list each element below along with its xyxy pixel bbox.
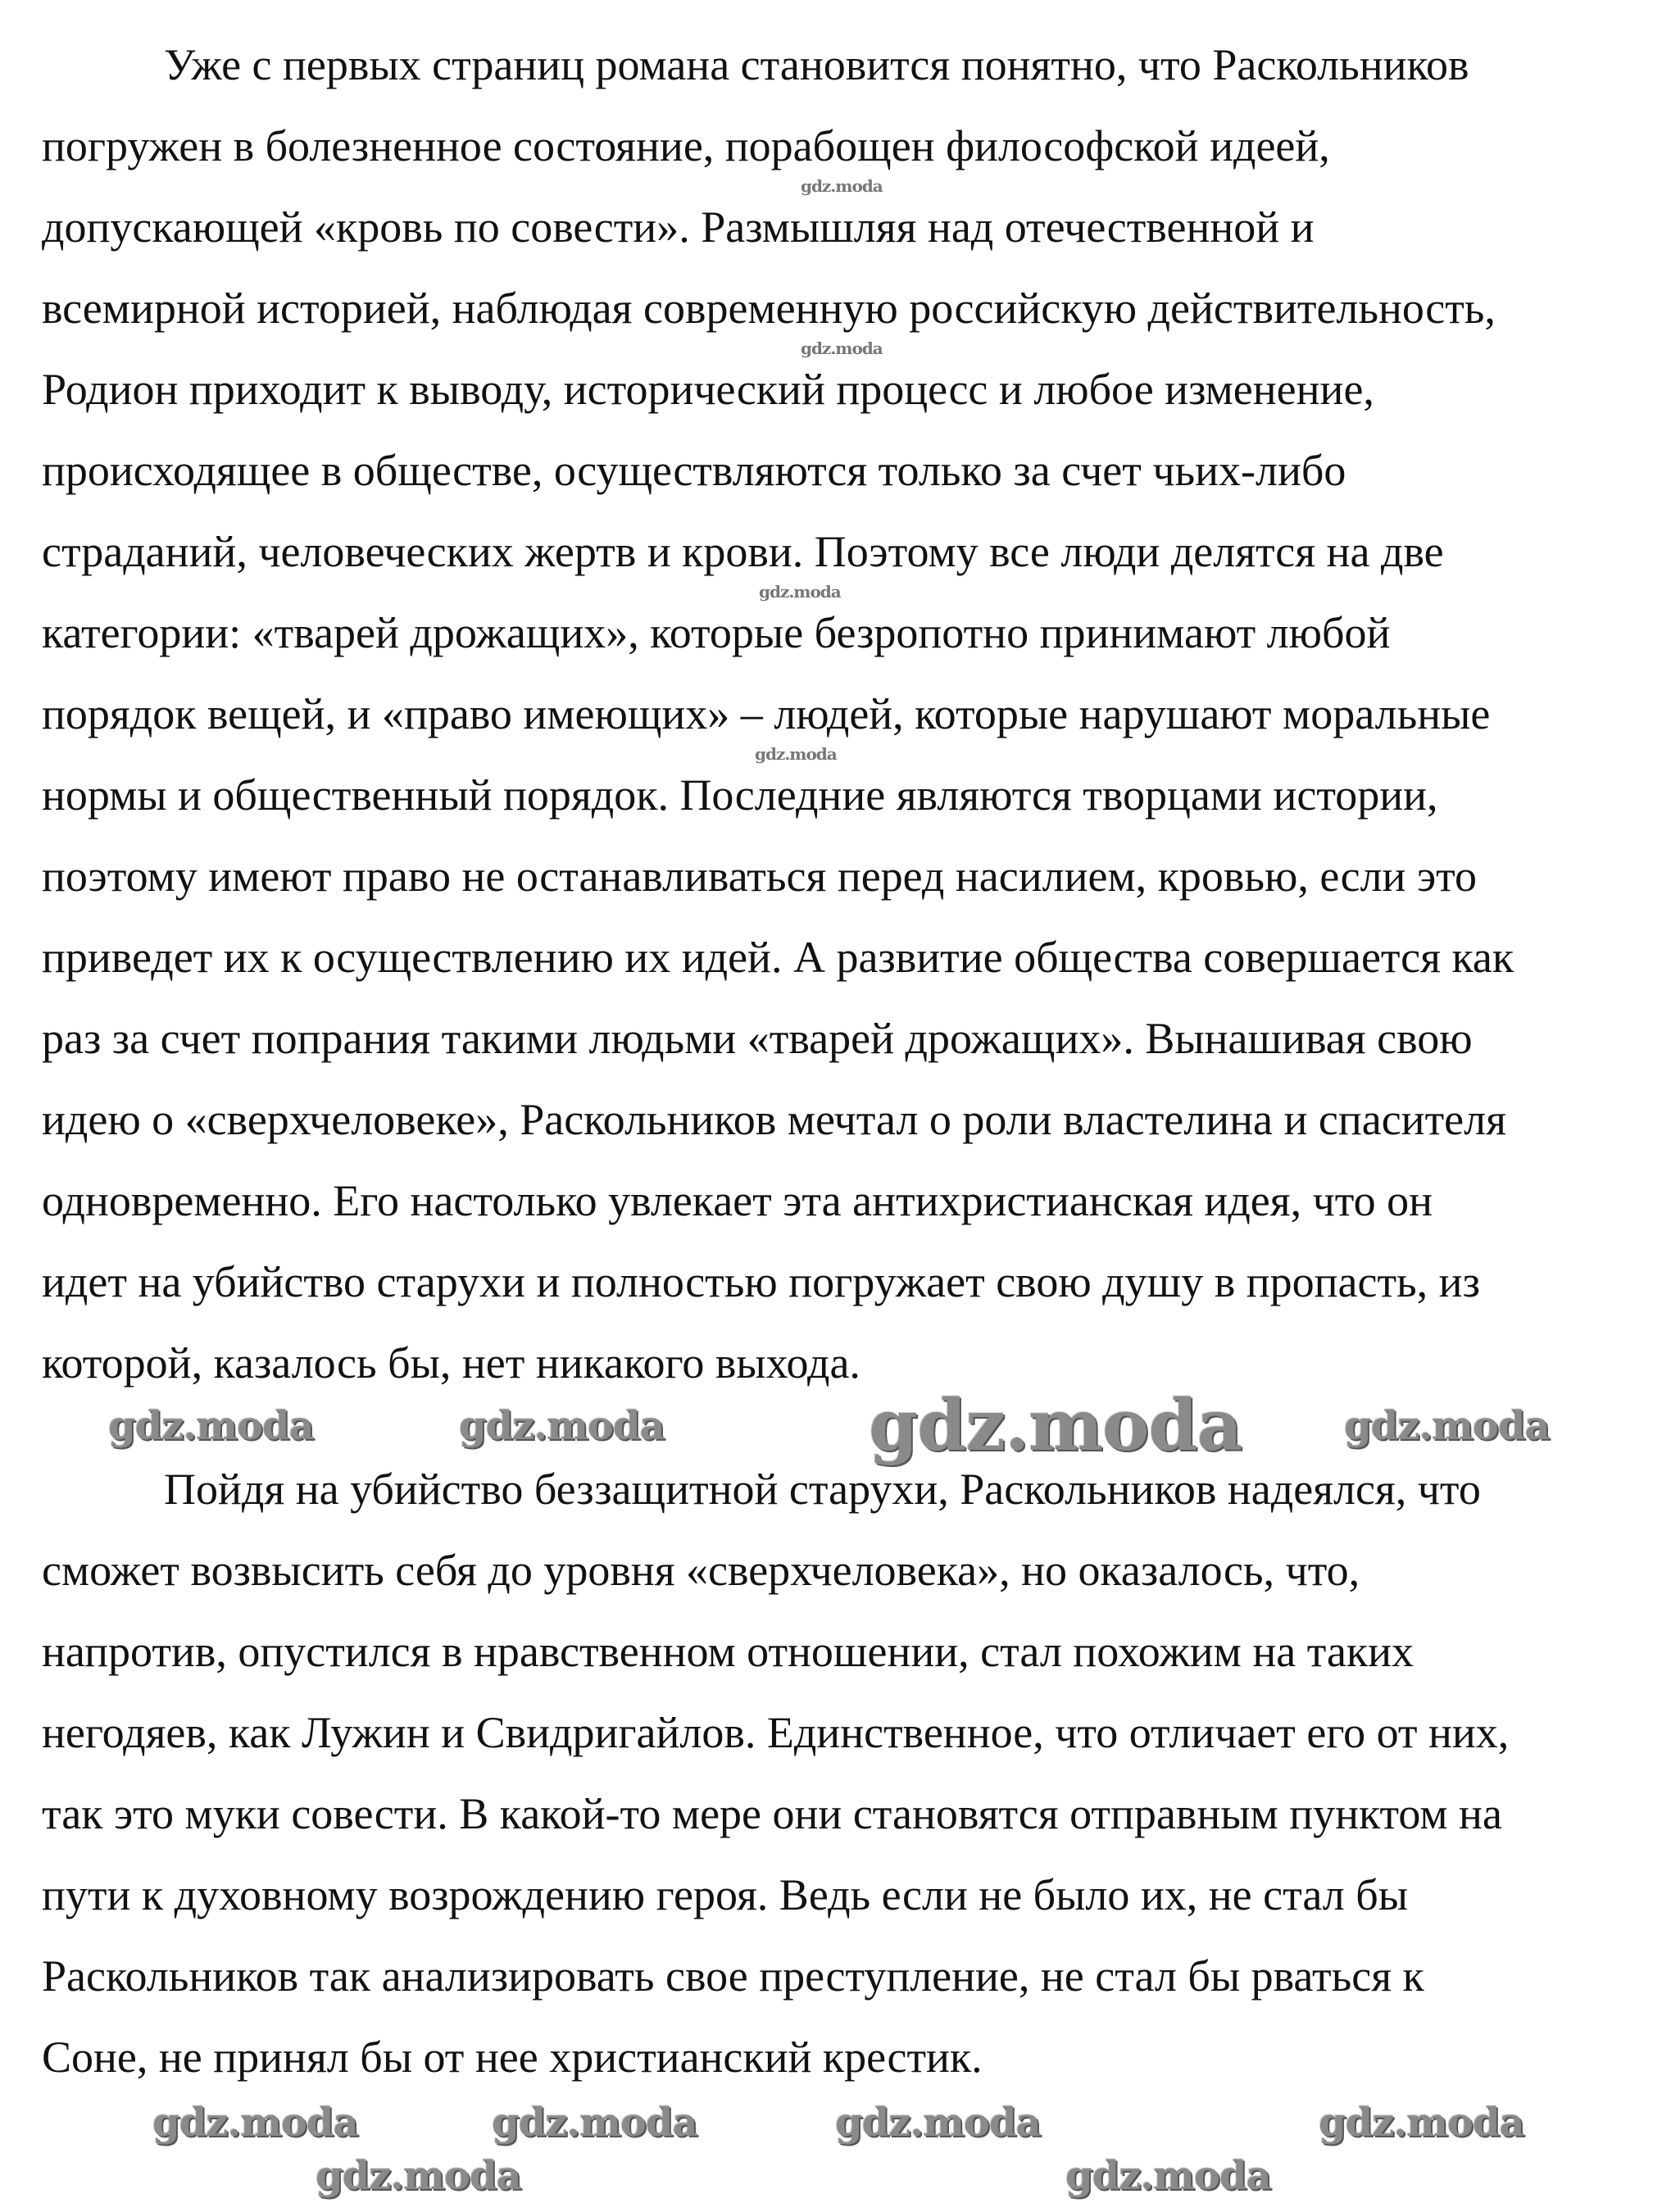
text-line: Уже с первых страниц романа становится понятно, что Раскольников (164, 40, 1469, 89)
text-line: Пойдя на убийство беззащитной старухи, Раскольников надеялся, что (164, 1465, 1481, 1514)
watermark: gdz.moda (869, 1384, 1242, 1467)
watermark: gdz.moda (152, 2100, 358, 2146)
watermark: gdz.moda (755, 744, 837, 764)
watermark: gdz.moda (801, 338, 883, 358)
watermark: gdz.moda (1344, 1403, 1550, 1449)
watermark: gdz.moda (492, 2100, 697, 2146)
text-line: порядок вещей, и «право имеющих» – людей, которые нарушают моральные (42, 689, 1491, 738)
watermark: gdz.moda (1319, 2100, 1524, 2146)
text-line: Раскольников так анализировать свое преступление, не стал бы рваться к (42, 1951, 1424, 2001)
text-line: Соне, не принял бы от нее христианский крестик. (42, 2033, 983, 2082)
text-line: поэтому имеют право не останавливаться перед насилием, кровью, если это (42, 852, 1478, 901)
text-line: нормы и общественный порядок. Последние являются творцами истории, (42, 770, 1438, 820)
watermark: gdz.moda (316, 2153, 521, 2199)
watermark: gdz.moda (1065, 2153, 1271, 2199)
text-line: идет на убийство старухи и полностью погружает свою душу в пропасть, из (42, 1257, 1480, 1306)
text-line: идею о «сверхчеловеке», Раскольников мечтал о роли властелина и спасителя (42, 1095, 1506, 1144)
text-line: негодяев, как Лужин и Свидригайлов. Единственное, что отличает его от них, (42, 1708, 1510, 1757)
text-line: напротив, опустился в нравственном отношении, стал похожим на таких (42, 1627, 1415, 1676)
text-line: одновременно. Его настолько увлекает эта антихристианская идея, что он (42, 1176, 1433, 1225)
text-line: пути к духовному возрождению героя. Ведь если не было их, не стал бы (42, 1870, 1409, 1919)
text-line: раз за счет попрания такими людьми «тварей дрожащих». Вынашивая свою (42, 1014, 1473, 1063)
text-line: сможет возвысить себя до уровня «сверхчеловека», но оказалось, что, (42, 1546, 1360, 1595)
watermark: gdz.moda (459, 1403, 665, 1449)
text-line: категории: «тварей дрожащих», которые безропотно принимают любой (42, 608, 1391, 657)
text-line: допускающей «кровь по совести». Размышляя над отечественной и (42, 202, 1315, 252)
watermark: gdz.moda (759, 582, 841, 602)
text-line: которой, казалось бы, нет никакого выхода. (42, 1338, 861, 1388)
watermark: gdz.moda (801, 176, 883, 196)
text-line: погружен в болезненное состояние, порабощен философской идеей, (42, 121, 1330, 170)
watermark: gdz.moda (108, 1403, 314, 1449)
text-line: происходящее в обществе, осуществляются только за счет чьих-либо (42, 446, 1346, 495)
watermark: gdz.moda (835, 2100, 1041, 2146)
text-line: страданий, человеческих жертв и крови. Поэтому все люди делятся на две (42, 527, 1444, 576)
text-line: всемирной историей, наблюдая современную российскую действительность, (42, 284, 1496, 333)
text-line: приведет их к осуществлению их идей. А развитие общества совершается как (42, 933, 1514, 982)
text-line: Родион приходит к выводу, исторический процесс и любое изменение, (42, 365, 1374, 414)
text-line: так это муки совести. В какой-то мере они становятся отправным пунктом на (42, 1789, 1502, 1838)
